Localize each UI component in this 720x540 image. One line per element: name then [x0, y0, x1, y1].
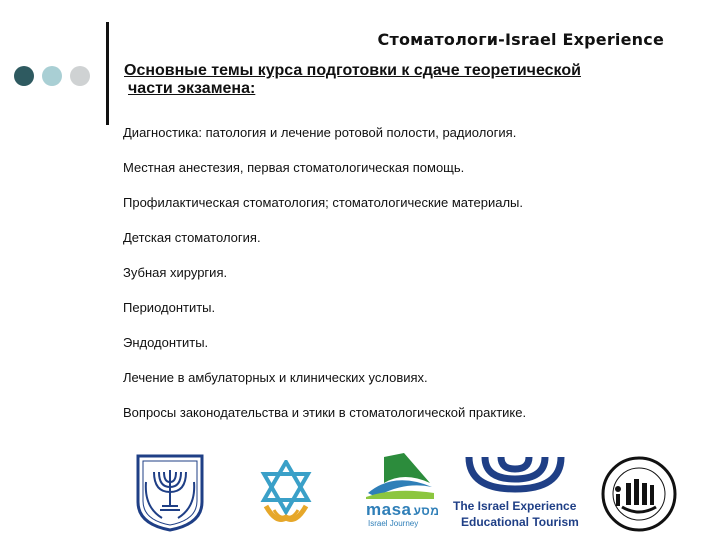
decor-dot-dark — [14, 66, 34, 86]
menorah-emblem-icon — [132, 452, 208, 532]
section-heading-line1: Основные темы курса подготовки к сдаче теоретической — [124, 62, 581, 79]
topic-item: Местная анестезия, первая стоматологическая помощь. — [123, 160, 465, 175]
masa-logo — [364, 453, 440, 531]
topic-list — [123, 125, 526, 440]
decor-dot-grey — [70, 66, 90, 86]
star-of-david-hands-icon — [252, 460, 320, 526]
masa-subtitle: Israel Journey — [368, 519, 419, 528]
topic-item: Диагностика: патология и лечение ротовой полости, радиология. — [123, 125, 517, 140]
topic-item: Эндодонтиты. — [123, 335, 209, 350]
logo-strip — [0, 445, 720, 535]
slide-title: Стоматологи-Israel Experience — [377, 30, 664, 49]
topic-item: Детская стоматология. — [123, 230, 261, 245]
decor-dot-light-blue — [42, 66, 62, 86]
masa-wordmark: masa מסע — [366, 500, 440, 519]
ie-arcs-icon — [455, 455, 575, 495]
vertical-divider — [106, 22, 109, 125]
topic-item: Периодонтиты. — [123, 300, 216, 315]
section-heading-line2: части экзамена: — [128, 80, 256, 97]
ie-line1: The Israel Experience — [453, 499, 577, 513]
circular-seal-icon — [600, 455, 678, 533]
ie-line2: Educational Tourism — [461, 515, 579, 529]
topic-item: Профилактическая стоматология; стоматологические материалы. — [123, 195, 523, 210]
topic-item: Лечение в амбулаторных и клинических условиях. — [123, 370, 428, 385]
masa-swoosh-icon — [364, 453, 436, 499]
section-heading — [124, 62, 624, 98]
topic-item: Зубная хирургия. — [123, 265, 228, 280]
israel-experience-logo — [453, 455, 577, 531]
topic-item: Вопросы законодательства и этики в стоматологической практике. — [123, 405, 527, 420]
